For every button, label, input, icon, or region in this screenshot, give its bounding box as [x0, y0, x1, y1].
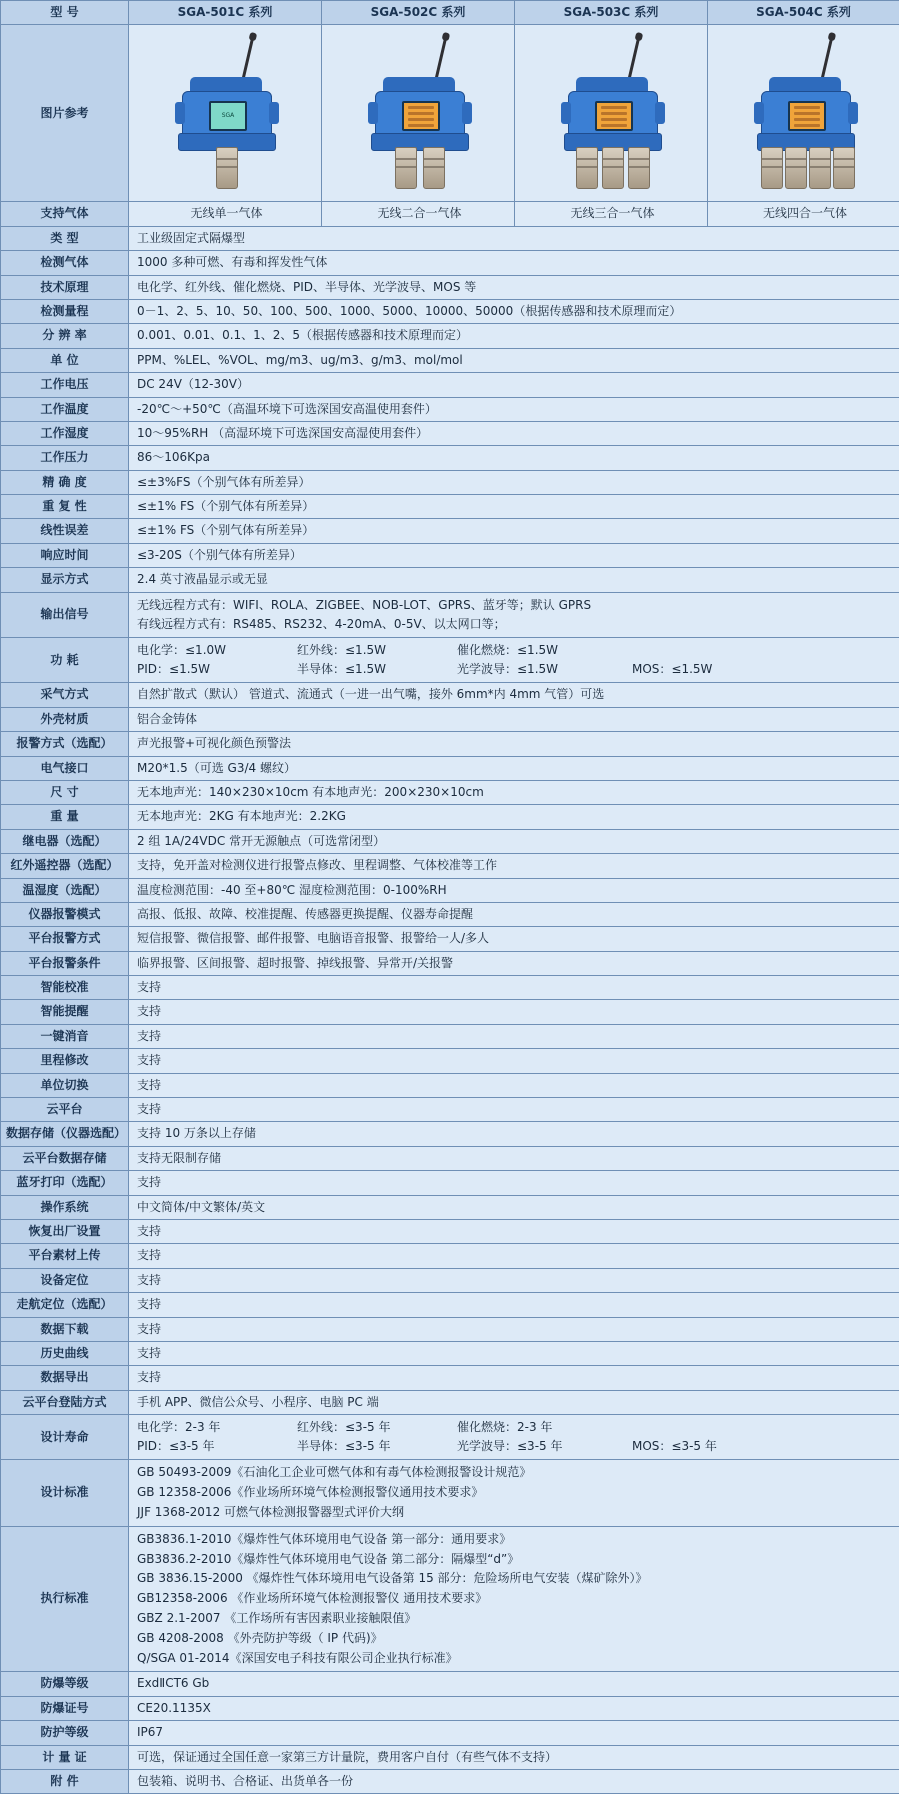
row-label: 操作系统: [1, 1195, 129, 1219]
life-semiconductor: 半导体：≤3-5 年: [297, 1437, 457, 1456]
row-value: 支持无限制存储: [129, 1146, 899, 1170]
life-optical: 光学波导：≤3-5 年: [457, 1437, 632, 1456]
gas-detector-icon: [536, 33, 686, 193]
row-label: 云平台数据存储: [1, 1146, 129, 1170]
table-row-design-life: [1, 1415, 899, 1460]
table-row: [1, 568, 899, 592]
gas-503c: 无线三合一气体: [515, 202, 708, 226]
table-row: [1, 805, 899, 829]
power-mos: MOS：≤1.5W: [632, 660, 712, 679]
row-label: 红外遥控器（选配）: [1, 854, 129, 878]
exec-standard-line: GB 4208-2008 《外壳防护等级（ IP 代码)》: [137, 1629, 894, 1649]
table-row: [1, 1390, 899, 1414]
table-row: [1, 1721, 899, 1745]
row-label: 云平台: [1, 1098, 129, 1122]
row-value: 可选，保证通过全国任意一家第三方计量院，费用客户自付（有些气体不支持）: [129, 1745, 899, 1769]
row-label: 检测气体: [1, 251, 129, 275]
table-row: [1, 397, 899, 421]
row-label: 显示方式: [1, 568, 129, 592]
row-label: 平台报警方式: [1, 927, 129, 951]
table-row: [1, 421, 899, 445]
row-label: 单 位: [1, 348, 129, 372]
row-label: 附 件: [1, 1770, 129, 1794]
row-value: 0.001、0.01、0.1、1、2、5（根据传感器和技术原理而定）: [129, 324, 899, 348]
power-infrared: 红外线：≤1.5W: [297, 641, 457, 660]
exec-standard-line: GB 3836.15-2000 《爆炸性气体环境用电气设备第 15 部分：危险场所电气安装（煤矿除外）》: [137, 1569, 894, 1589]
table-row: [1, 829, 899, 853]
row-label: 检测量程: [1, 299, 129, 323]
row-value: 铝合金铸体: [129, 707, 899, 731]
row-label: 防爆等级: [1, 1672, 129, 1696]
row-label: 分 辨 率: [1, 324, 129, 348]
output-line-wireless: 无线远程方式有：WIFI、ROLA、ZIGBEE、NOB-LOT、GPRS、蓝牙等；默认 GPRS: [137, 596, 894, 615]
row-value: CE20.1135X: [129, 1696, 899, 1720]
row-value: 电化学、红外线、催化燃烧、PID、半导体、光学波导、MOS 等: [129, 275, 899, 299]
row-value: 86～106Kpa: [129, 446, 899, 470]
product-image-501c: [129, 25, 322, 202]
row-value: 短信报警、微信报警、邮件报警、电脑语音报警、报警给一人/多人: [129, 927, 899, 951]
table-row-exec-standard: [1, 1526, 899, 1672]
table-row-power: [1, 638, 899, 683]
row-value: PPM、%LEL、%VOL、mg/m3、ug/m3、g/m3、mol/mol: [129, 348, 899, 372]
row-value: DC 24V（12-30V）: [129, 373, 899, 397]
row-label: 电气接口: [1, 756, 129, 780]
row-value: 支持: [129, 1366, 899, 1390]
row-value: ≤±1% FS（个别气体有所差异）: [129, 495, 899, 519]
row-value: 声光报警+可视化颜色预警法: [129, 732, 899, 756]
row-label: 平台素材上传: [1, 1244, 129, 1268]
row-value: 0－1、2、5、10、50、100、500、1000、5000、10000、50000（根据传感器和技术原理而定）: [129, 299, 899, 323]
row-label: 防爆证号: [1, 1696, 129, 1720]
gas-504c: 无线四合一气体: [708, 202, 899, 226]
table-row: [1, 348, 899, 372]
row-label: 计 量 证: [1, 1745, 129, 1769]
power-optical: 光学波导：≤1.5W: [457, 660, 632, 679]
table-row-models: [1, 1, 899, 25]
table-row: [1, 854, 899, 878]
row-label: 单位切换: [1, 1073, 129, 1097]
row-label-model: 型 号: [1, 1, 129, 25]
table-row: [1, 1745, 899, 1769]
row-value: 无本地声光：2KG 有本地声光：2.2KG: [129, 805, 899, 829]
row-value-exec-standard: [129, 1526, 899, 1672]
table-row: [1, 1696, 899, 1720]
exec-standard-line: GB3836.2-2010《爆炸性气体环境用电气设备 第二部分：隔爆型“d”》: [137, 1550, 894, 1570]
row-value: 支持: [129, 1244, 899, 1268]
row-label: 设备定位: [1, 1268, 129, 1292]
power-catalytic: 催化燃烧：≤1.5W: [457, 641, 632, 660]
row-label: 平台报警条件: [1, 951, 129, 975]
life-pid: PID：≤3-5 年: [137, 1437, 297, 1456]
design-standard-line: GB 50493-2009《石油化工企业可燃气体和有毒气体检测报警设计规范》: [137, 1463, 894, 1483]
row-label: 尺 寸: [1, 780, 129, 804]
row-label-design-standard: 设计标准: [1, 1460, 129, 1526]
table-row-supported-gas: [1, 202, 899, 226]
table-row: [1, 324, 899, 348]
table-row: [1, 275, 899, 299]
product-image-503c: [515, 25, 708, 202]
exec-standard-line: GB3836.1-2010《爆炸性气体环境用电气设备 第一部分：通用要求》: [137, 1530, 894, 1550]
row-value: 1000 多种可燃、有毒和挥发性气体: [129, 251, 899, 275]
row-value: 支持: [129, 1268, 899, 1292]
row-label: 温湿度（选配）: [1, 878, 129, 902]
table-row: [1, 1268, 899, 1292]
table-row: [1, 732, 899, 756]
exec-standard-line: GBZ 2.1-2007 《工作场所有害因素职业接触限值》: [137, 1609, 894, 1629]
table-row: [1, 780, 899, 804]
table-row: [1, 976, 899, 1000]
row-value: 支持: [129, 1049, 899, 1073]
table-row: [1, 1672, 899, 1696]
table-row: [1, 1770, 899, 1794]
row-value: 10～95%RH （高湿环境下可选深国安高湿使用套件）: [129, 421, 899, 445]
row-value: 工业级固定式隔爆型: [129, 226, 899, 250]
table-row-output-signal: [1, 592, 899, 637]
row-label: 云平台登陆方式: [1, 1390, 129, 1414]
row-value: 中文简体/中文繁体/英文: [129, 1195, 899, 1219]
gas-detector-icon: SGA: [150, 33, 300, 193]
table-row: [1, 251, 899, 275]
row-value-output-signal: [129, 592, 899, 637]
row-value: 2 组 1A/24VDC 常开无源触点（可选常闭型）: [129, 829, 899, 853]
table-row: [1, 1049, 899, 1073]
row-label: 恢复出厂设置: [1, 1219, 129, 1243]
row-label: 数据导出: [1, 1366, 129, 1390]
output-line-wired: 有线远程方式有：RS485、RS232、4-20mA、0-5V、以太网口等；: [137, 615, 894, 634]
table-row: [1, 1293, 899, 1317]
exec-standard-line: Q/SGA 01-2014《深国安电子科技有限公司企业执行标准》: [137, 1649, 894, 1669]
table-row: [1, 1098, 899, 1122]
table-row: [1, 1146, 899, 1170]
power-pid: PID：≤1.5W: [137, 660, 297, 679]
table-row: [1, 1171, 899, 1195]
product-image-504c: [708, 25, 899, 202]
model-502c: SGA-502C 系列: [322, 1, 515, 25]
row-label-design-life: 设计寿命: [1, 1415, 129, 1460]
row-label: 继电器（选配）: [1, 829, 129, 853]
table-row: [1, 1000, 899, 1024]
row-value: 温度检测范围：-40 至+80℃ 湿度检测范围：0-100%RH: [129, 878, 899, 902]
row-label-output-signal: 输出信号: [1, 592, 129, 637]
row-value: 支持: [129, 1098, 899, 1122]
row-value: 手机 APP、微信公众号、小程序、电脑 PC 端: [129, 1390, 899, 1414]
row-label: 智能提醒: [1, 1000, 129, 1024]
table-row: [1, 1366, 899, 1390]
row-value: 支持 10 万条以上存储: [129, 1122, 899, 1146]
row-value: 无本地声光：140×230×10cm 有本地声光：200×230×10cm: [129, 780, 899, 804]
row-value: 支持，免开盖对检测仪进行报警点修改、里程调整、气体校准等工作: [129, 854, 899, 878]
row-value: 支持: [129, 1219, 899, 1243]
row-label: 技术原理: [1, 275, 129, 299]
model-501c: SGA-501C 系列: [129, 1, 322, 25]
row-value: 包装箱、说明书、合格证、出货单各一份: [129, 1770, 899, 1794]
row-value: 2.4 英寸液晶显示或无显: [129, 568, 899, 592]
gas-detector-icon: [343, 33, 493, 193]
row-label: 数据存储（仪器选配）: [1, 1122, 129, 1146]
row-label: 工作温度: [1, 397, 129, 421]
design-standard-line: JJF 1368-2012 可燃气体检测报警器型式评价大纲: [137, 1503, 894, 1523]
row-value-design-life: [129, 1415, 899, 1460]
row-value: 支持: [129, 1024, 899, 1048]
life-catalytic: 催化燃烧：2-3 年: [457, 1418, 632, 1437]
table-row: [1, 756, 899, 780]
row-label: 外壳材质: [1, 707, 129, 731]
row-value: ≤±3%FS（个别气体有所差异）: [129, 470, 899, 494]
table-row: [1, 1073, 899, 1097]
table-row: [1, 951, 899, 975]
table-row: [1, 707, 899, 731]
table-row: [1, 927, 899, 951]
row-value: ≤±1% FS（个别气体有所差异）: [129, 519, 899, 543]
row-label: 类 型: [1, 226, 129, 250]
row-label: 响应时间: [1, 543, 129, 567]
row-value: 高报、低报、故障、校准提醒、传感器更换提醒、仪器寿命提醒: [129, 902, 899, 926]
row-value: -20℃～+50℃（高温环境下可选深国安高温使用套件）: [129, 397, 899, 421]
row-label: 工作湿度: [1, 421, 129, 445]
table-row: [1, 495, 899, 519]
row-value-design-standard: [129, 1460, 899, 1526]
life-infrared: 红外线：≤3-5 年: [297, 1418, 457, 1437]
row-value: 支持: [129, 1171, 899, 1195]
row-label-exec-standard: 执行标准: [1, 1526, 129, 1672]
row-value: ≤3-20S（个别气体有所差异）: [129, 543, 899, 567]
row-label: 一键消音: [1, 1024, 129, 1048]
row-value: 支持: [129, 1000, 899, 1024]
row-label: 智能校准: [1, 976, 129, 1000]
table-row: [1, 1341, 899, 1365]
row-label: 防护等级: [1, 1721, 129, 1745]
table-row: [1, 226, 899, 250]
exec-standard-line: GB12358-2006 《作业场所环境气体检测报警仪 通用技术要求》: [137, 1589, 894, 1609]
life-electrochemical: 电化学：2-3 年: [137, 1418, 297, 1437]
row-value: M20*1.5（可选 G3/4 螺纹）: [129, 756, 899, 780]
life-mos: MOS：≤3-5 年: [632, 1437, 717, 1456]
row-label: 重 量: [1, 805, 129, 829]
row-label: 历史曲线: [1, 1341, 129, 1365]
row-label: 仪器报警模式: [1, 902, 129, 926]
design-standard-line: GB 12358-2006《作业场所环境气体检测报警仪通用技术要求》: [137, 1483, 894, 1503]
gas-detector-icon: [729, 33, 879, 193]
table-row: [1, 1244, 899, 1268]
power-semiconductor: 半导体：≤1.5W: [297, 660, 457, 679]
table-row: [1, 373, 899, 397]
row-value: 支持: [129, 1073, 899, 1097]
row-label: 里程修改: [1, 1049, 129, 1073]
table-row: [1, 902, 899, 926]
row-value: 临界报警、区间报警、超时报警、掉线报警、异常开/关报警: [129, 951, 899, 975]
row-value: 支持: [129, 1341, 899, 1365]
table-row: [1, 1219, 899, 1243]
table-row: [1, 543, 899, 567]
table-row: [1, 1317, 899, 1341]
model-504c: SGA-504C 系列: [708, 1, 899, 25]
row-label: 报警方式（选配）: [1, 732, 129, 756]
row-value: 支持: [129, 1293, 899, 1317]
row-value: 支持: [129, 976, 899, 1000]
table-row-images: [1, 25, 899, 202]
row-label: 走航定位（选配）: [1, 1293, 129, 1317]
row-label-power: 功 耗: [1, 638, 129, 683]
row-label: 工作电压: [1, 373, 129, 397]
table-row-design-standard: [1, 1460, 899, 1526]
table-row: [1, 446, 899, 470]
table-row: [1, 683, 899, 707]
row-label: 采气方式: [1, 683, 129, 707]
power-electrochemical: 电化学：≤1.0W: [137, 641, 297, 660]
table-row: [1, 519, 899, 543]
row-label: 工作压力: [1, 446, 129, 470]
table-row: [1, 1122, 899, 1146]
row-label: 重 复 性: [1, 495, 129, 519]
row-value: ExdⅡCT6 Gb: [129, 1672, 899, 1696]
table-row: [1, 299, 899, 323]
table-row: [1, 1195, 899, 1219]
row-label: 数据下载: [1, 1317, 129, 1341]
row-label: 蓝牙打印（选配）: [1, 1171, 129, 1195]
gas-501c: 无线单一气体: [129, 202, 322, 226]
row-value: IP67: [129, 1721, 899, 1745]
model-503c: SGA-503C 系列: [515, 1, 708, 25]
row-value: 支持: [129, 1317, 899, 1341]
table-row: [1, 878, 899, 902]
row-label: 精 确 度: [1, 470, 129, 494]
row-label-image: 图片参考: [1, 25, 129, 202]
table-row: [1, 1024, 899, 1048]
product-image-502c: [322, 25, 515, 202]
gas-502c: 无线二合一气体: [322, 202, 515, 226]
row-label-supported-gas: 支持气体: [1, 202, 129, 226]
table-row: [1, 470, 899, 494]
row-value: 自然扩散式（默认） 管道式、流通式（一进一出气嘴，接外 6mm*内 4mm 气管）可选: [129, 683, 899, 707]
row-label: 线性误差: [1, 519, 129, 543]
row-value-power: [129, 638, 899, 683]
